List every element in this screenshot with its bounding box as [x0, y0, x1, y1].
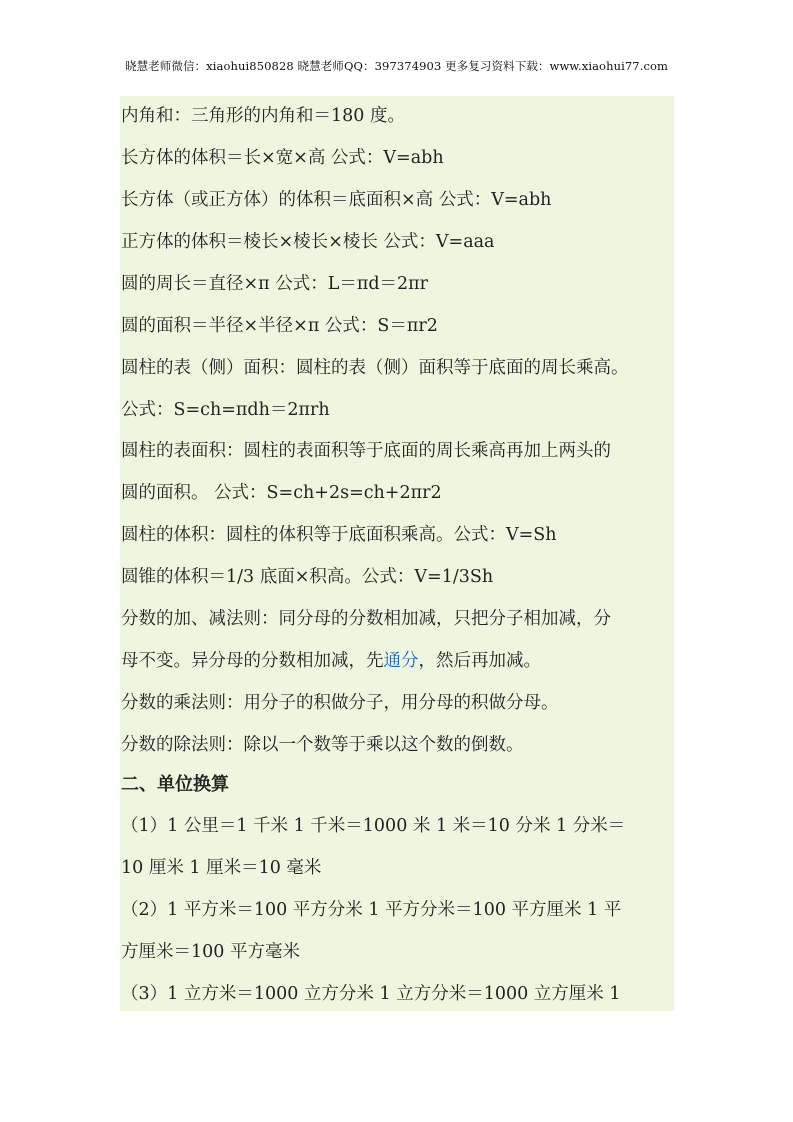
text-line: 圆的周长＝直径×π 公式：L＝πd＝2πr [121, 274, 429, 294]
text-line: （1）1 公里＝1 千米 1 千米＝1000 米 1 米＝10 分米 1 分米＝ [121, 816, 626, 836]
text-line: 10 厘米 1 厘米＝10 毫米 [121, 858, 322, 878]
page-header: 晓慧老师微信：xiaohui850828 晓慧老师QQ：397374903 更多复习资料下载：www.xiaohui77.com [124, 59, 669, 73]
text-line: 圆的面积。 公式：S=ch+2s=ch+2πr2 [121, 483, 442, 503]
text-line [121, 650, 681, 672]
text-line: 圆柱的体积：圆柱的体积等于底面积乘高。公式：V=Sh [121, 525, 557, 545]
text-line: 分数的乘法则：用分子的积做分子，用分母的积做分母。 [121, 693, 559, 713]
text-line: 分数的除法则：除以一个数等于乘以这个数的倒数。 [121, 735, 524, 755]
text-line: （2）1 平方米＝100 平方分米 1 平方分米＝100 平方厘米 1 平 [121, 900, 622, 920]
text-segment: ，然后再加减。 [418, 651, 541, 671]
text-line: 圆锥的体积＝1/3 底面×积高。公式：V=1/3Sh [121, 567, 494, 587]
text-line: （3）1 立方米＝1000 立方分米 1 立方分米＝1000 立方厘米 1 [121, 984, 621, 1004]
section-heading: 二、单位换算 [121, 774, 229, 795]
text-line: 方厘米＝100 平方毫米 [121, 942, 300, 962]
text-line: 圆柱的表（侧）面积：圆柱的表（侧）面积等于底面的周长乘高。 [121, 358, 629, 378]
text-line: 圆柱的表面积：圆柱的表面积等于底面的周长乘高再加上两头的 [121, 441, 611, 461]
text-line: 分数的加、减法则：同分母的分数相加减，只把分子相加减，分 [121, 609, 611, 629]
text-line: 长方体的体积＝长×宽×高 公式：V=abh [121, 148, 444, 168]
text-line: 正方体的体积＝棱长×棱长×棱长 公式：V=aaa [121, 232, 495, 252]
text-segment: 母不变。异分母的分数相加减，先 [121, 651, 384, 671]
text-line: 内角和：三角形的内角和＝180 度。 [121, 106, 405, 126]
tongfen-link[interactable]: 通分 [383, 651, 419, 671]
text-line: 公式：S=ch=πdh＝2πrh [121, 400, 330, 420]
text-line: 长方体（或正方体）的体积＝底面积×高 公式：V=abh [121, 190, 552, 210]
text-line: 圆的面积＝半径×半径×π 公式：S＝πr2 [121, 316, 438, 336]
